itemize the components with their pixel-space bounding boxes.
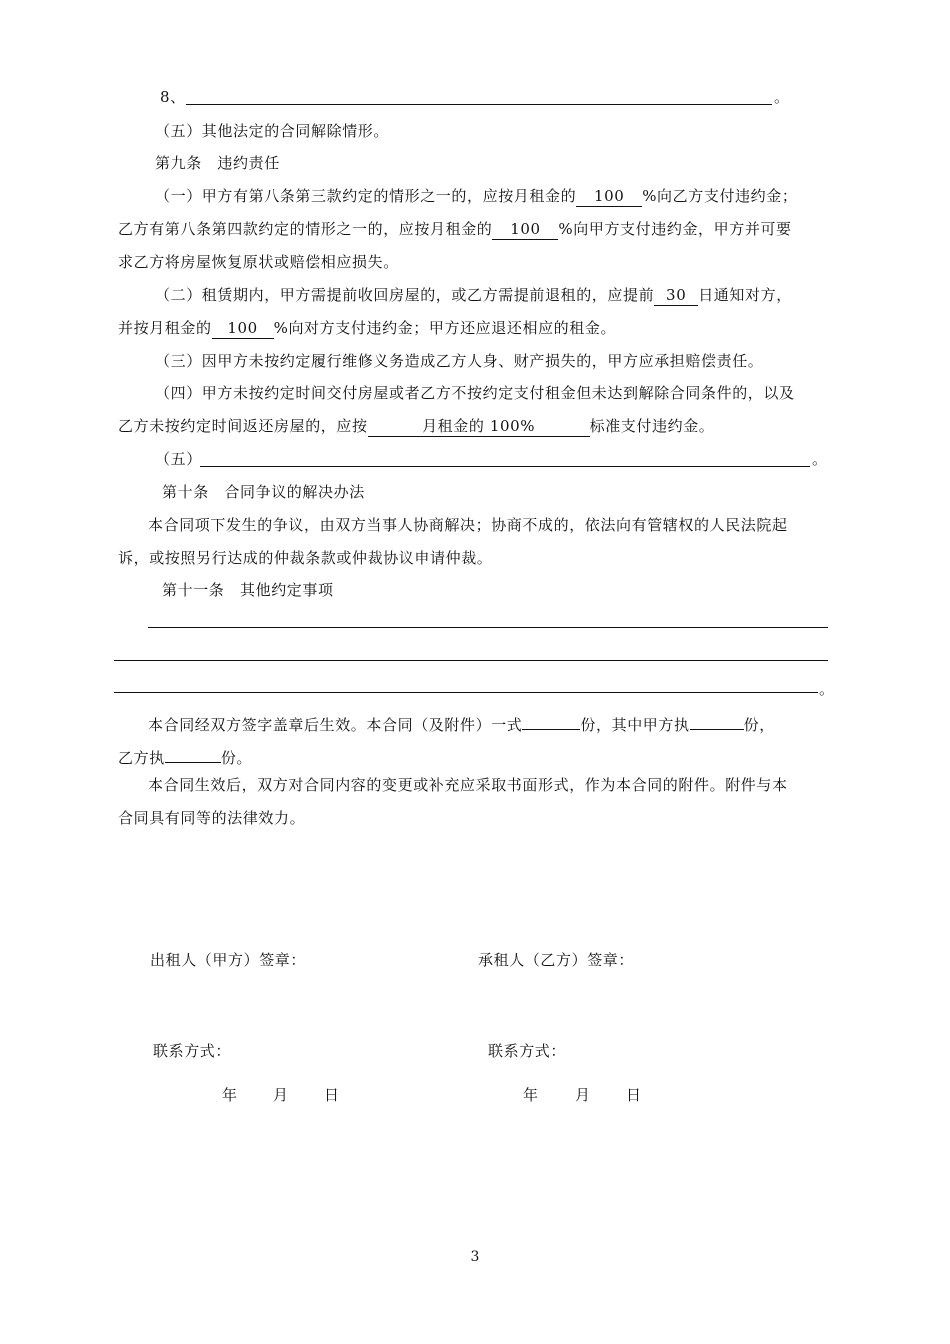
lessee-month: 月: [575, 1086, 591, 1104]
text: 份，其中甲方执: [580, 716, 690, 734]
copies-lessor-blank: [690, 709, 744, 730]
lessor-year: 年: [222, 1086, 238, 1104]
notice-days: 30: [654, 285, 698, 306]
lessor-day: 日: [324, 1086, 340, 1104]
article-11-blank-1: [148, 627, 828, 628]
text: %向甲方支付违约金，甲方并可要: [558, 220, 792, 238]
lessor-signature-label: 出租人（甲方）签章：: [150, 951, 307, 969]
clause-8-number: 8、: [160, 88, 186, 106]
text: 份，: [743, 716, 775, 734]
article-9-p2-line2: [118, 317, 616, 339]
penalty-percent-lessor: 100: [576, 186, 642, 207]
lessor-contact-label: 联系方式：: [153, 1042, 232, 1060]
text: （二）租赁期内，甲方需提前收回房屋的，或乙方需提前退租的，应提前: [155, 286, 655, 304]
article-11-end: 。: [819, 680, 835, 698]
text: 日通知对方，: [698, 286, 792, 304]
text: %向乙方支付违约金；: [642, 187, 798, 205]
lessee-year: 年: [523, 1086, 539, 1104]
article-9-p1-line1: [155, 185, 797, 207]
article-10-line1: 本合同项下发生的争议，由双方当事人协商解决；协商不成的，依法向有管辖权的人民法院起: [148, 516, 788, 534]
article-9-p3: （三）因甲方未按约定履行维修义务造成乙方人身、财产损失的，甲方应承担赔偿责任。: [155, 352, 764, 370]
article-9-p4-line2: [118, 415, 714, 437]
lessee-contact-label: 联系方式：: [488, 1042, 567, 1060]
article-9-p5-number: （五）: [155, 450, 202, 468]
text: 并按月租金的: [118, 319, 212, 337]
lessee-day: 日: [626, 1086, 642, 1104]
article-11-blank-3: [114, 692, 818, 693]
copies-total-blank: [522, 709, 580, 730]
article-10-title: 第十条 合同争议的解决办法: [162, 483, 365, 501]
lessor-month: 月: [273, 1086, 289, 1104]
article-9-p5-end: 。: [812, 450, 828, 468]
article-10-line2: 诉，或按照另行达成的仲裁条款或仲裁协议申请仲裁。: [118, 549, 493, 567]
text: 乙方执: [118, 749, 165, 767]
page-number: 3: [470, 1249, 480, 1265]
text: 份。: [220, 749, 253, 767]
amend-line1: 本合同生效后，双方对合同内容的变更或补充应采取书面形式，作为本合同的附件。附件与本: [148, 776, 788, 794]
text: %向对方支付违约金；甲方还应退还相应的租金。: [273, 319, 617, 337]
article-9-p1-line2: [118, 218, 792, 240]
lessee-signature-label: 承租人（乙方）签章：: [478, 951, 635, 969]
article-11-title: 第十一条 其他约定事项: [162, 581, 334, 599]
article-9-p4-line1: （四）甲方未按约定时间交付房屋或者乙方不按约定支付租金但未达到解除合同条件的，以及: [155, 384, 795, 402]
text: 本合同经双方签字盖章后生效。本合同（及附件）一式: [148, 716, 523, 734]
early-termination-percent: 100: [212, 318, 274, 339]
article-9-p5-blank: [200, 466, 810, 467]
effect-line1: [148, 709, 775, 736]
penalty-standard: 月租金的 100%: [368, 416, 590, 437]
text: 标准支付违约金。: [589, 417, 715, 435]
article-9-title: 第九条 违约责任: [155, 154, 280, 172]
copies-lessee-blank: [165, 742, 221, 763]
amend-line2: 合同具有同等的法律效力。: [118, 809, 306, 827]
article-11-blank-2: [114, 660, 828, 661]
article-9-p1-line3: 求乙方将房屋恢复原状或赔偿相应损失。: [118, 253, 399, 271]
text: 乙方有第八条第四款约定的情形之一的，应按月租金的: [118, 220, 493, 238]
clause-8-end: 。: [774, 88, 790, 106]
clause-8-blank: [186, 104, 772, 105]
item-5-other: （五）其他法定的合同解除情形。: [155, 122, 390, 140]
text: 乙方未按约定时间返还房屋的，应按: [118, 417, 368, 435]
penalty-percent-lessee: 100: [492, 219, 558, 240]
article-9-p2-line1: [155, 284, 792, 306]
text: （一）甲方有第八条第三款约定的情形之一的，应按月租金的: [155, 187, 577, 205]
effect-line2: [118, 742, 252, 769]
